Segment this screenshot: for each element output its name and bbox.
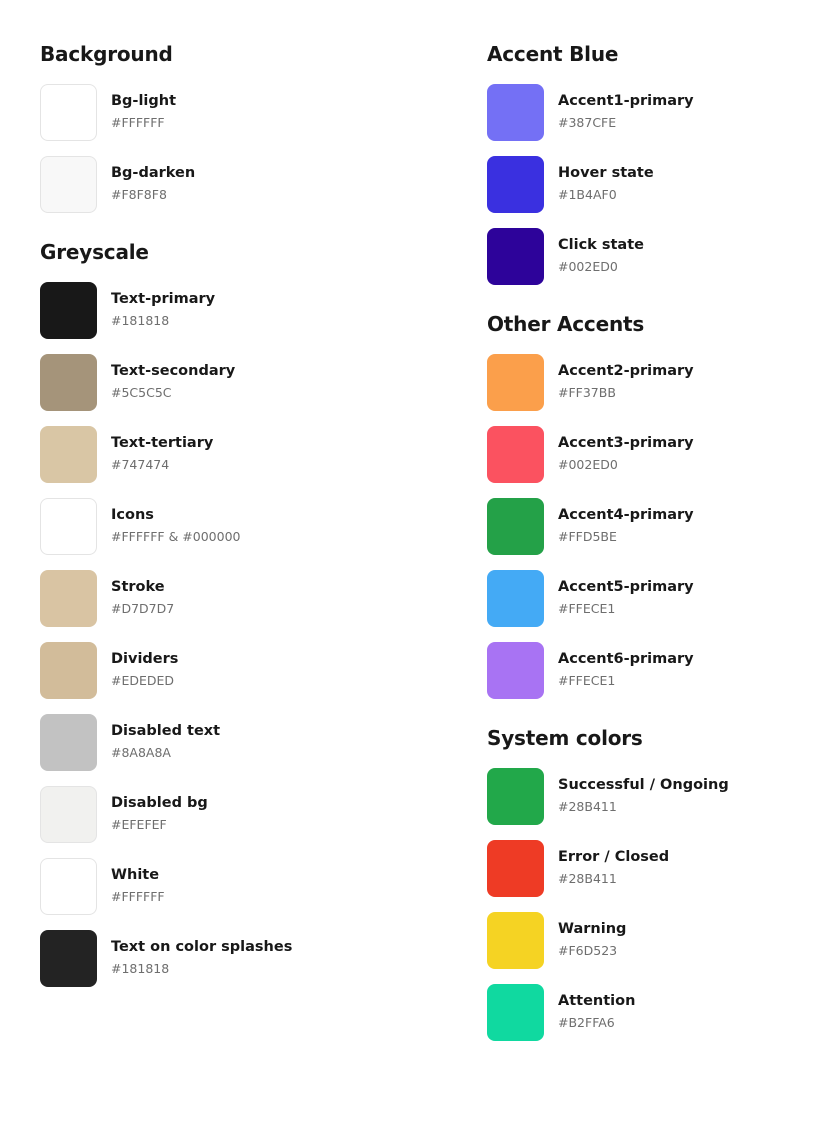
swatch-name: Bg-darken bbox=[111, 165, 196, 182]
swatch-name: Text-tertiary bbox=[111, 435, 214, 452]
swatch-item bbox=[487, 82, 831, 142]
swatch-name: White bbox=[111, 867, 160, 884]
swatch-list-system-colors bbox=[487, 766, 831, 1054]
swatch-text bbox=[558, 92, 694, 132]
swatch-text bbox=[558, 362, 694, 402]
swatch-hex: #5C5C5C bbox=[111, 384, 172, 400]
color-chip bbox=[40, 858, 97, 915]
swatch-text bbox=[111, 722, 220, 762]
color-chip bbox=[40, 498, 97, 555]
color-chip bbox=[487, 570, 544, 627]
swatch-text bbox=[558, 992, 635, 1032]
swatch-item bbox=[40, 424, 444, 484]
swatch-text bbox=[111, 650, 178, 690]
swatch-name: Click state bbox=[558, 237, 644, 254]
swatch-text bbox=[558, 434, 694, 474]
color-chip bbox=[40, 156, 97, 213]
color-chip bbox=[40, 282, 97, 339]
color-chip bbox=[487, 84, 544, 141]
swatch-name: Bg-light bbox=[111, 93, 177, 110]
section-title: Greyscale bbox=[40, 240, 149, 264]
swatch-name: Attention bbox=[558, 993, 636, 1010]
swatch-list-other-accents bbox=[487, 352, 831, 712]
swatch-name: Stroke bbox=[111, 579, 165, 596]
swatch-item bbox=[487, 640, 831, 700]
swatch-item bbox=[487, 838, 831, 898]
swatch-item bbox=[40, 280, 444, 340]
swatch-item bbox=[40, 496, 444, 556]
swatch-item bbox=[487, 424, 831, 484]
color-chip bbox=[40, 786, 97, 843]
color-chip bbox=[487, 354, 544, 411]
swatch-text bbox=[111, 578, 174, 618]
color-chip bbox=[40, 354, 97, 411]
color-chip bbox=[40, 714, 97, 771]
swatch-hex: #747474 bbox=[111, 456, 170, 472]
section-accent-blue bbox=[487, 30, 831, 298]
section-title: Background bbox=[40, 42, 173, 66]
swatch-hex: #181818 bbox=[111, 960, 170, 976]
swatch-item bbox=[40, 856, 444, 916]
swatch-list-background bbox=[40, 82, 444, 226]
right-column bbox=[444, 30, 831, 1054]
swatch-hex: #EFEFEF bbox=[111, 816, 167, 832]
swatch-item bbox=[487, 766, 831, 826]
swatch-name: Warning bbox=[558, 921, 627, 938]
swatch-hex: #002ED0 bbox=[558, 258, 618, 274]
swatch-text bbox=[558, 776, 729, 816]
swatch-item bbox=[40, 568, 444, 628]
swatch-name: Accent6-primary bbox=[558, 651, 694, 668]
section-other-accents bbox=[487, 298, 831, 712]
swatch-hex: #FFFFFF & #000000 bbox=[111, 528, 241, 544]
swatch-name: Accent1-primary bbox=[558, 93, 694, 110]
swatch-list-greyscale bbox=[40, 280, 444, 1000]
section-greyscale bbox=[40, 226, 444, 1000]
swatch-hex: #FFFFFF bbox=[111, 114, 165, 130]
swatch-hex: #28B411 bbox=[558, 798, 617, 814]
swatch-text bbox=[558, 578, 694, 618]
section-title: Accent Blue bbox=[487, 42, 619, 66]
swatch-hex: #002ED0 bbox=[558, 456, 618, 472]
swatch-item bbox=[487, 568, 831, 628]
color-chip bbox=[487, 768, 544, 825]
swatch-item bbox=[40, 928, 444, 988]
swatch-name: Error / Closed bbox=[558, 849, 670, 866]
swatch-text bbox=[111, 938, 292, 978]
swatch-hex: #B2FFA6 bbox=[558, 1014, 615, 1030]
swatch-item bbox=[40, 784, 444, 844]
swatch-item bbox=[487, 910, 831, 970]
swatch-name: Hover state bbox=[558, 165, 654, 182]
swatch-hex: #FFFFFF bbox=[111, 888, 165, 904]
color-chip bbox=[487, 912, 544, 969]
swatch-item bbox=[487, 982, 831, 1042]
swatch-item bbox=[40, 352, 444, 412]
color-chip bbox=[487, 156, 544, 213]
swatch-hex: #F6D523 bbox=[558, 942, 618, 958]
swatch-name: Disabled text bbox=[111, 723, 221, 740]
swatch-text bbox=[111, 866, 165, 906]
section-system-colors bbox=[487, 712, 831, 1054]
swatch-hex: #FFD5BE bbox=[558, 528, 617, 544]
section-background bbox=[40, 30, 444, 226]
swatch-text bbox=[558, 164, 654, 204]
swatch-text bbox=[558, 920, 626, 960]
swatch-hex: #FFECE1 bbox=[558, 600, 616, 616]
color-chip bbox=[40, 426, 97, 483]
swatch-text bbox=[558, 236, 644, 276]
swatch-hex: #EDEDED bbox=[111, 672, 175, 688]
swatch-name: Icons bbox=[111, 507, 154, 524]
swatch-hex: #181818 bbox=[111, 312, 170, 328]
swatch-item bbox=[487, 226, 831, 286]
swatch-name: Accent3-primary bbox=[558, 435, 694, 452]
color-chip bbox=[487, 840, 544, 897]
swatch-text bbox=[111, 290, 215, 330]
color-chip bbox=[487, 498, 544, 555]
section-title: Other Accents bbox=[487, 312, 645, 336]
swatch-hex: #1B4AF0 bbox=[558, 186, 617, 202]
swatch-name: Text-primary bbox=[111, 291, 216, 308]
color-chip bbox=[487, 642, 544, 699]
swatch-item bbox=[40, 154, 444, 214]
swatch-item bbox=[487, 154, 831, 214]
color-chip bbox=[487, 426, 544, 483]
swatch-name: Accent4-primary bbox=[558, 507, 694, 524]
swatch-text bbox=[111, 506, 241, 546]
section-title: System colors bbox=[487, 726, 643, 750]
swatch-text bbox=[111, 92, 176, 132]
swatch-hex: #8A8A8A bbox=[111, 744, 171, 760]
color-chip bbox=[40, 930, 97, 987]
swatch-text bbox=[558, 848, 669, 888]
swatch-text bbox=[111, 164, 195, 204]
swatch-hex: #FF37BB bbox=[558, 384, 616, 400]
swatch-item bbox=[40, 82, 444, 142]
swatch-item bbox=[487, 352, 831, 412]
swatch-hex: #D7D7D7 bbox=[111, 600, 175, 616]
swatch-name: Accent2-primary bbox=[558, 363, 694, 380]
left-column bbox=[0, 30, 444, 1054]
swatch-hex: #28B411 bbox=[558, 870, 617, 886]
color-chip bbox=[487, 228, 544, 285]
swatch-text bbox=[558, 650, 694, 690]
swatch-item bbox=[487, 496, 831, 556]
swatch-name: Text-secondary bbox=[111, 363, 236, 380]
swatch-name: Successful / Ongoing bbox=[558, 777, 729, 794]
swatch-name: Dividers bbox=[111, 651, 179, 668]
swatch-item bbox=[40, 640, 444, 700]
swatch-name: Text on color splashes bbox=[111, 939, 293, 956]
swatch-hex: #387CFE bbox=[558, 114, 617, 130]
swatch-hex: #FFECE1 bbox=[558, 672, 616, 688]
color-chip bbox=[487, 984, 544, 1041]
swatch-text bbox=[111, 362, 235, 402]
swatch-name: Disabled bg bbox=[111, 795, 208, 812]
color-chip bbox=[40, 84, 97, 141]
swatch-item bbox=[40, 712, 444, 772]
swatch-text bbox=[558, 506, 694, 546]
color-chip bbox=[40, 570, 97, 627]
color-chip bbox=[40, 642, 97, 699]
swatch-hex: #F8F8F8 bbox=[111, 186, 167, 202]
swatch-text bbox=[111, 434, 213, 474]
swatch-list-accent-blue bbox=[487, 82, 831, 298]
swatch-name: Accent5-primary bbox=[558, 579, 694, 596]
swatch-text bbox=[111, 794, 208, 834]
